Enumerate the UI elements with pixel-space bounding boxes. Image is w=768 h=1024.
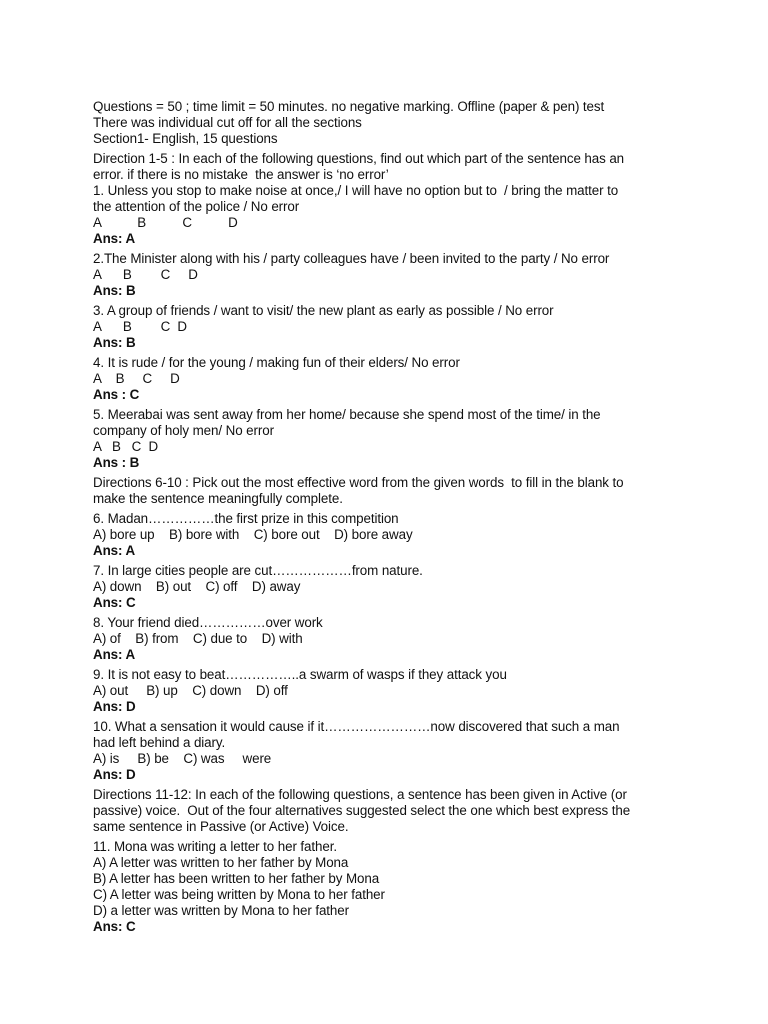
question-1 bbox=[93, 183, 693, 247]
cutoff-info-line: There was individual cut off for all the sections bbox=[93, 115, 362, 130]
question-options: A B C D bbox=[93, 439, 159, 454]
question-options: A) is B) be C) was were bbox=[93, 751, 272, 766]
direction-text: passive) voice. Out of the four alternatives suggested select the one which best express the bbox=[93, 803, 631, 818]
question-text: the attention of the police / No error bbox=[93, 199, 300, 214]
question-options: A) bore up B) bore with C) bore out D) bore away bbox=[93, 527, 413, 542]
direction-1-5 bbox=[93, 151, 693, 183]
question-text: 8. Your friend died……………over work bbox=[93, 615, 323, 630]
question-text: 11. Mona was writing a letter to her father. bbox=[93, 839, 337, 854]
test-info-line: Questions = 50 ; time limit = 50 minutes. no negative marking. Offline (paper & pen) test bbox=[93, 99, 605, 114]
answer: Ans: C bbox=[93, 919, 136, 934]
question-text: 3. A group of friends / want to visit/ the new plant as early as possible / No error bbox=[93, 303, 554, 318]
question-text: 9. It is not easy to beat……………..a swarm of wasps if they attack you bbox=[93, 667, 507, 682]
question-text: 7. In large cities people are cut………………from nature. bbox=[93, 563, 423, 578]
question-options: A) of B) from C) due to D) with bbox=[93, 631, 303, 646]
document-page bbox=[93, 99, 693, 935]
question-options: A B C D bbox=[93, 371, 180, 386]
answer: Ans: A bbox=[93, 647, 136, 662]
question-text: 5. Meerabai was sent away from her home/ because she spend most of the time/ in the bbox=[93, 407, 601, 422]
answer: Ans : B bbox=[93, 455, 140, 470]
question-4 bbox=[93, 355, 693, 403]
answer: Ans: A bbox=[93, 543, 136, 558]
answer: Ans: B bbox=[93, 335, 136, 350]
answer: Ans: D bbox=[93, 699, 136, 714]
question-9 bbox=[93, 667, 693, 715]
question-5 bbox=[93, 407, 693, 471]
question-7 bbox=[93, 563, 693, 611]
question-11 bbox=[93, 839, 693, 935]
option-a: A) A letter was written to her father by Mona bbox=[93, 855, 349, 870]
direction-6-10 bbox=[93, 475, 693, 507]
option-c: C) A letter was being written by Mona to her father bbox=[93, 887, 385, 902]
question-options: A) out B) up C) down D) off bbox=[93, 683, 288, 698]
question-text: 2.The Minister along with his / party colleagues have / been invited to the party / No error bbox=[93, 251, 610, 266]
answer: Ans: A bbox=[93, 231, 136, 246]
question-text: 4. It is rude / for the young / making fun of their elders/ No error bbox=[93, 355, 460, 370]
question-10 bbox=[93, 719, 693, 783]
direction-11-12 bbox=[93, 787, 693, 835]
section-title: Section1- English, 15 questions bbox=[93, 131, 278, 146]
question-text: had left behind a diary. bbox=[93, 735, 226, 750]
direction-text: Direction 1-5 : In each of the following questions, find out which part of the sentence has an bbox=[93, 151, 625, 166]
direction-text: error. if there is no mistake the answer is ‘no error’ bbox=[93, 167, 389, 182]
direction-text: Directions 11-12: In each of the following questions, a sentence has been given in Active (or bbox=[93, 787, 627, 802]
question-text: 6. Madan……………the first prize in this competition bbox=[93, 511, 399, 526]
answer: Ans: C bbox=[93, 595, 136, 610]
answer: Ans : C bbox=[93, 387, 140, 402]
question-text: company of holy men/ No error bbox=[93, 423, 274, 438]
option-b: B) A letter has been written to her father by Mona bbox=[93, 871, 380, 886]
direction-text: Directions 6-10 : Pick out the most effective word from the given words to fill in the blank to bbox=[93, 475, 624, 490]
question-text: 1. Unless you stop to make noise at once,/ I will have no option but to / bring the matter to bbox=[93, 183, 619, 198]
question-2 bbox=[93, 251, 693, 299]
answer: Ans: B bbox=[93, 283, 136, 298]
question-3 bbox=[93, 303, 693, 351]
direction-text: same sentence in Passive (or Active) Voice. bbox=[93, 819, 349, 834]
answer: Ans: D bbox=[93, 767, 136, 782]
test-info-header bbox=[93, 99, 693, 147]
question-6 bbox=[93, 511, 693, 559]
direction-text: make the sentence meaningfully complete. bbox=[93, 491, 343, 506]
question-options: A B C D bbox=[93, 215, 238, 230]
question-text: 10. What a sensation it would cause if it……………………now discovered that such a man bbox=[93, 719, 620, 734]
question-options: A B C D bbox=[93, 267, 198, 282]
question-options: A B C D bbox=[93, 319, 187, 334]
question-8 bbox=[93, 615, 693, 663]
question-options: A) down B) out C) off D) away bbox=[93, 579, 301, 594]
option-d: D) a letter was written by Mona to her father bbox=[93, 903, 349, 918]
